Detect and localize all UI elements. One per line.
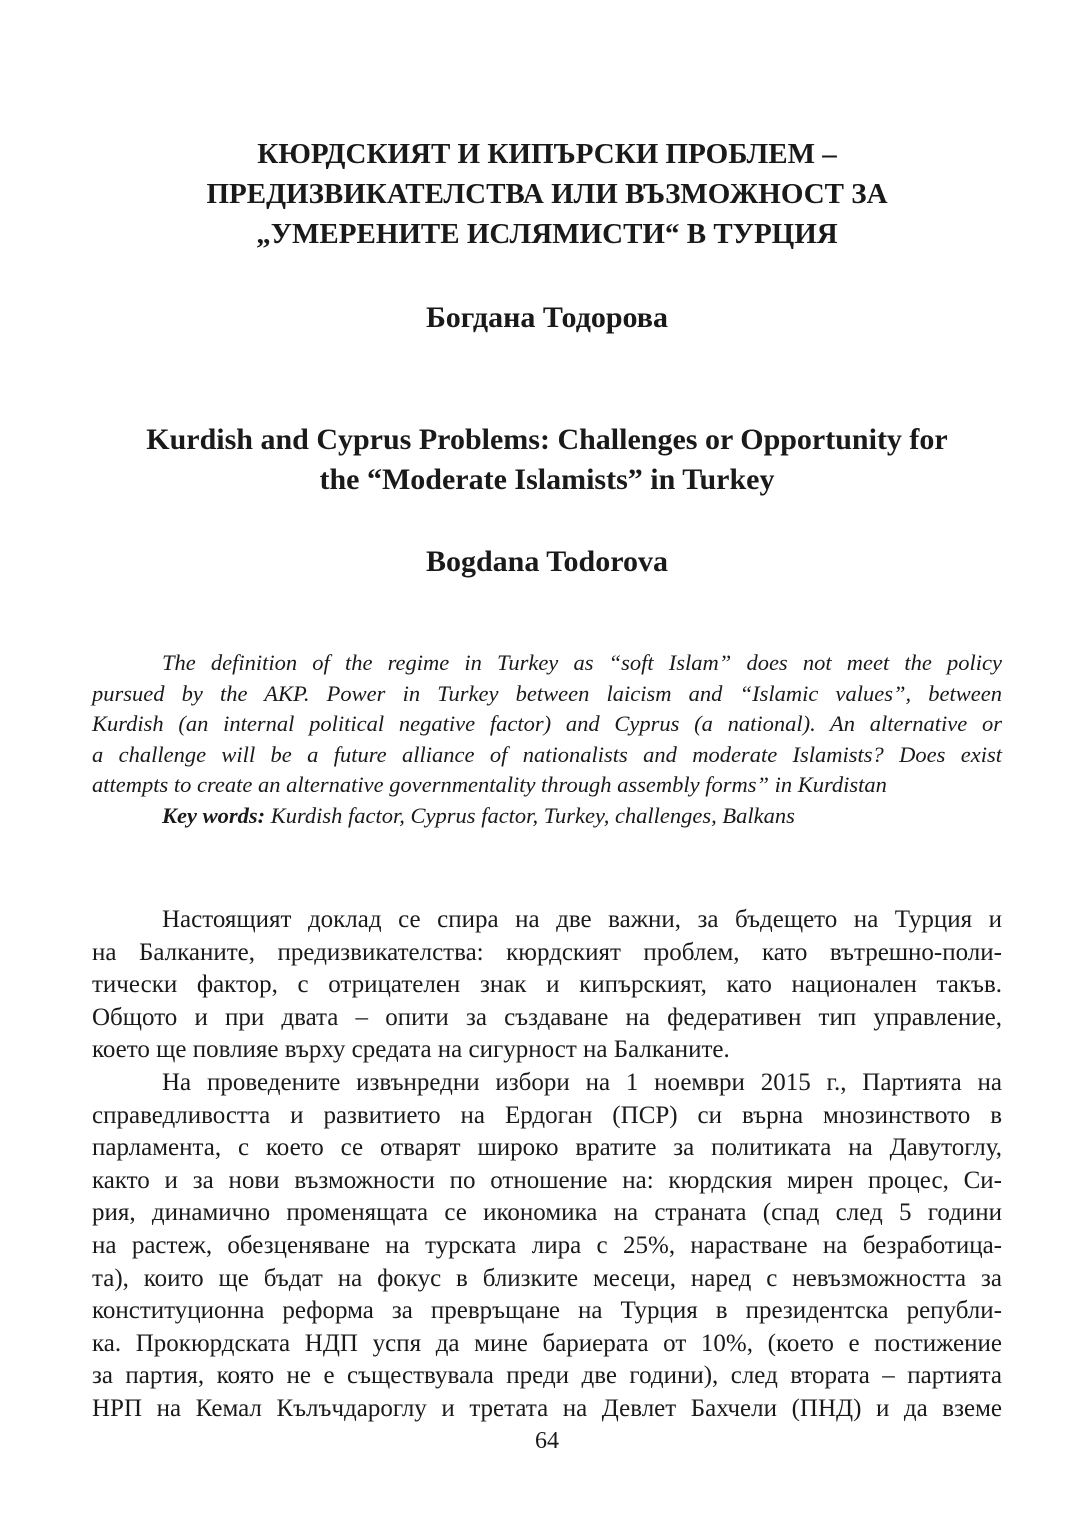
title-english — [92, 420, 1002, 500]
keywords-label: Key words: — [162, 803, 266, 828]
body-line: парламента, с което се отварят широко вратите за политиката на Давутоглу, — [92, 1134, 1002, 1162]
document-page — [92, 0, 1002, 1530]
title-bulgarian — [92, 134, 1002, 254]
abstract-line: a challenge will be a future alliance of nationalists and moderate Islamists? Does exist — [92, 741, 1002, 767]
body-line: което ще повлияе върху средата на сигурност на Балканите. — [92, 1036, 730, 1064]
page-number: 64 — [535, 1428, 559, 1454]
author-english: Bogdana Todorova — [425, 545, 669, 578]
body-line: Настоящият доклад се спира на две важни, за бъдещето на Турция и — [162, 906, 1002, 933]
body-line: На проведените извънредни избори на 1 ноември 2015 г., Партията на — [162, 1068, 1002, 1096]
title-en-line: Kurdish and Cyprus Problems: Challenges or Opportunity for — [146, 423, 948, 456]
body-line: конституционна реформа за превръщане на Турция в президентска републи- — [92, 1297, 1002, 1325]
abstract-line: pursued by the AKP. Power in Turkey between laicism and “Islamic values”, between — [92, 680, 1002, 706]
body-text — [92, 904, 1002, 1426]
body-line: за партия, която не е съществувала преди две години), след втората – партията — [92, 1362, 1002, 1390]
keywords-text: Kurdish factor, Cyprus factor, Turkey, challenges, Balkans — [265, 803, 795, 828]
abstract-line: Kurdish (an internal political negative factor) and Cyprus (a national). An alternative or — [92, 711, 1002, 736]
body-line: на растеж, обезценяване на турската лира с 25%, нарастване на безработица- — [92, 1231, 1002, 1259]
author-bulgarian: Богдана Тодорова — [425, 301, 669, 334]
body-line: Общото и при двата – опити за създаване на федеративен тип управление, — [92, 1003, 1002, 1031]
body-line: НРП на Кемал Кълъчдароглу и третата на Девлет Бахчели (ПНД) и да вземе — [92, 1394, 1002, 1422]
title-en-line: the “Moderate Islamists” in Turkey — [319, 463, 775, 496]
body-line: на Балканите, предизвикателства: кюрдският проблем, като вътрешно-поли- — [92, 938, 1002, 966]
body-line: та), които ще бъдат на фокус в близките месеци, наред с невъзможността за — [92, 1264, 1002, 1292]
abstract-line: The definition of the regime in Turkey as “soft Islam” does not meet the policy — [162, 650, 1002, 675]
title-bg-line: ПРЕДИЗВИКАТЕЛСТВА ИЛИ ВЪЗМОЖНОСТ ЗА — [206, 178, 888, 210]
title-bg-line: „УМЕРЕНИТЕ ИСЛЯМИСТИ“ В ТУРЦИЯ — [256, 218, 838, 250]
title-bg-line: КЮРДСКИЯТ И КИПЪРСКИ ПРОБЛЕМ – — [257, 138, 837, 170]
body-line: рия, динамично променящата се икономика на страната (спад след 5 години — [92, 1199, 1002, 1227]
keywords — [162, 801, 1002, 832]
body-line: както и за нови възможности по отношение на: кюрдския мирен процес, Си- — [92, 1166, 1002, 1194]
body-line: ка. Прокюрдската НДП успя да мине бариерата от 10%, (което е постижение — [92, 1329, 1002, 1357]
body-line: тически фактор, с отрицателен знак и кипърският, като национален такъв. — [92, 971, 1002, 999]
abstract-line: attempts to create an alternative governmentality through assembly forms” in Kurdistan — [92, 772, 887, 797]
body-line: справедливостта и развитието на Ердоган (ПСР) си върна мнозинството в — [92, 1101, 1002, 1129]
abstract — [92, 648, 1002, 801]
